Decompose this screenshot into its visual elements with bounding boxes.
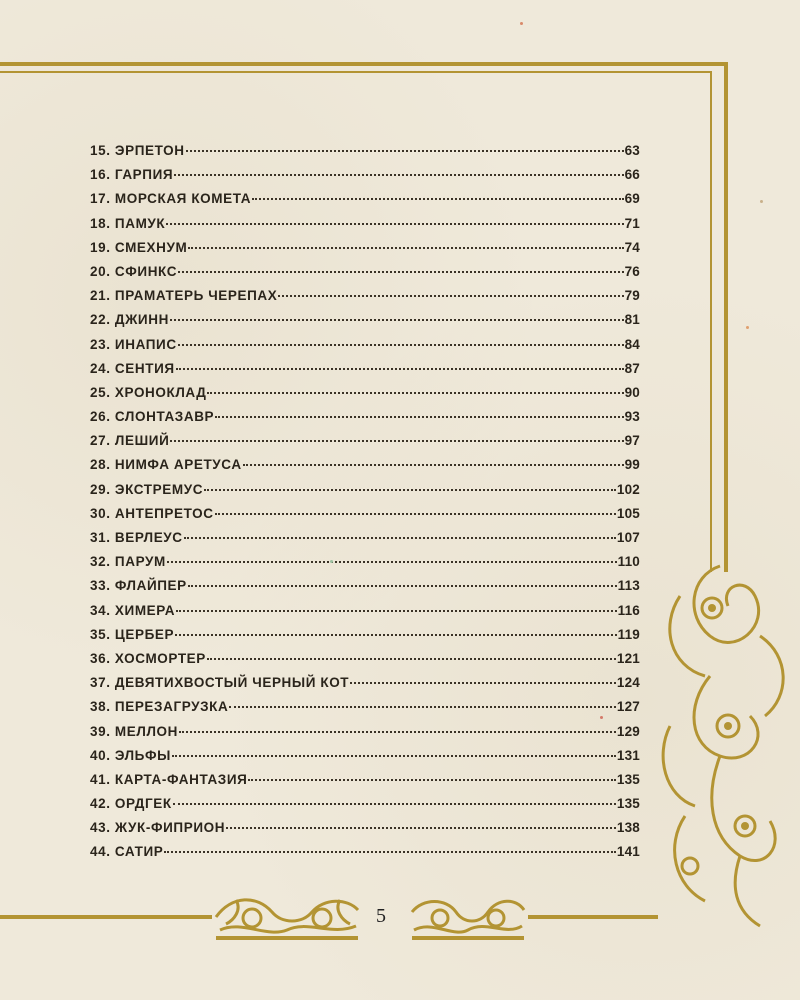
toc-entry-page: 138 — [616, 820, 640, 836]
toc-entry-page: 119 — [617, 626, 640, 642]
toc-leader-dots — [188, 247, 623, 249]
toc-entry-page: 107 — [616, 530, 640, 545]
toc-entry — [90, 409, 640, 433]
toc-entry-page: 66 — [624, 167, 640, 183]
table-of-contents — [90, 143, 640, 869]
toc-leader-dots — [229, 706, 616, 708]
toc-leader-dots — [170, 319, 624, 321]
toc-leader-dots — [252, 198, 624, 200]
paper-fleck — [330, 560, 333, 563]
toc-entry-page: 84 — [624, 336, 640, 352]
toc-entry — [90, 337, 640, 361]
toc-leader-dots — [226, 827, 616, 829]
toc-entry-title: 34. ХИМЕРА — [90, 602, 176, 618]
toc-entry-page: 99 — [624, 457, 640, 473]
frame-bottom-border-left — [0, 915, 212, 919]
toc-entry — [90, 264, 640, 288]
paper-fleck — [520, 22, 523, 25]
toc-entry-page: 93 — [624, 409, 640, 425]
page-number: 5 — [376, 905, 386, 927]
toc-leader-dots — [243, 464, 624, 466]
toc-leader-dots — [178, 344, 624, 346]
toc-entry — [90, 216, 640, 240]
toc-entry-page: 141 — [616, 844, 640, 860]
toc-leader-dots — [172, 755, 616, 757]
toc-entry — [90, 651, 640, 675]
toc-leader-dots — [215, 416, 623, 418]
toc-leader-dots — [184, 537, 616, 539]
toc-entry-title: 44. САТИР — [90, 844, 164, 860]
frame-top-border — [0, 62, 728, 66]
toc-entry-title: 32. ПАРУМ — [90, 554, 166, 570]
toc-entry-title: 17. МОРСКАЯ КОМЕТА — [90, 191, 252, 207]
toc-entry-title: 36. ХОСМОРТЕР — [90, 650, 206, 666]
toc-entry-page: 97 — [624, 433, 640, 449]
toc-leader-dots — [176, 368, 624, 370]
toc-entry-title: 23. ИНАПИС — [90, 336, 177, 352]
toc-entry — [90, 627, 640, 651]
toc-entry — [90, 506, 640, 530]
toc-entry — [90, 530, 640, 554]
paper-fleck — [760, 200, 763, 203]
toc-entry-page: 121 — [616, 650, 640, 666]
toc-leader-dots — [178, 271, 624, 273]
toc-entry-title: 39. МЕЛЛОН — [90, 723, 178, 739]
toc-entry-page: 76 — [624, 263, 640, 279]
toc-entry — [90, 312, 640, 336]
toc-entry — [90, 603, 640, 627]
toc-entry-title: 16. ГАРПИЯ — [90, 167, 174, 183]
toc-entry — [90, 554, 640, 578]
toc-entry-title: 15. ЭРПЕТОН — [90, 143, 185, 158]
toc-entry-title: 38. ПЕРЕЗАГРУЗКА — [90, 699, 229, 715]
toc-entry-title: 29. ЭКСТРЕМУС — [90, 481, 204, 497]
toc-entry-page: 127 — [616, 699, 640, 715]
toc-leader-dots — [188, 585, 617, 587]
bottom-right-ornament — [408, 890, 528, 944]
toc-entry — [90, 748, 640, 772]
toc-leader-dots — [166, 223, 623, 225]
toc-entry-page: 74 — [624, 239, 640, 255]
toc-entry — [90, 240, 640, 264]
toc-leader-dots — [207, 392, 623, 394]
toc-leader-dots — [278, 295, 623, 297]
toc-entry — [90, 167, 640, 191]
toc-entry-page: 102 — [616, 481, 640, 497]
toc-entry-page: 131 — [616, 747, 640, 763]
toc-entry-page: 105 — [616, 505, 640, 521]
toc-entry — [90, 675, 640, 699]
toc-leader-dots — [248, 779, 615, 781]
toc-leader-dots — [207, 658, 616, 660]
toc-entry-title: 31. ВЕРЛЕУС — [90, 530, 183, 545]
toc-entry — [90, 143, 640, 167]
toc-entry — [90, 796, 640, 820]
toc-entry — [90, 457, 640, 481]
toc-entry — [90, 191, 640, 215]
toc-entry-title: 40. ЭЛЬФЫ — [90, 747, 171, 763]
toc-entry-page: 110 — [617, 554, 640, 570]
toc-entry-title: 22. ДЖИНН — [90, 312, 169, 328]
toc-entry — [90, 482, 640, 506]
frame-top-inner-border — [0, 71, 712, 73]
toc-entry — [90, 288, 640, 312]
toc-leader-dots — [215, 513, 616, 515]
toc-entry — [90, 772, 640, 796]
toc-entry — [90, 578, 640, 602]
toc-entry-title: 25. ХРОНОКЛАД — [90, 384, 207, 400]
paper-fleck — [746, 326, 749, 329]
toc-entry-title: 35. ЦЕРБЕР — [90, 626, 175, 642]
toc-entry-page: 79 — [624, 288, 640, 304]
toc-entry-page: 63 — [624, 143, 640, 158]
frame-right-border — [724, 62, 728, 572]
toc-entry-page: 81 — [624, 312, 640, 328]
toc-leader-dots — [174, 174, 623, 176]
toc-entry — [90, 433, 640, 457]
toc-leader-dots — [186, 150, 624, 152]
toc-entry-page: 69 — [624, 191, 640, 207]
toc-entry — [90, 724, 640, 748]
toc-entry-title: 37. ДЕВЯТИХВОСТЫЙ ЧЕРНЫЙ КОТ — [90, 675, 350, 691]
toc-leader-dots — [164, 851, 616, 853]
toc-entry-title: 19. СМЕХНУМ — [90, 239, 188, 255]
toc-entry-page: 124 — [616, 675, 640, 691]
toc-entry-title: 20. СФИНКС — [90, 263, 178, 279]
toc-entry-page: 135 — [616, 796, 640, 812]
toc-entry-title: 33. ФЛАЙПЕР — [90, 578, 187, 594]
toc-entry-title: 28. НИМФА АРЕТУСА — [90, 457, 242, 473]
toc-entry-title: 18. ПАМУК — [90, 215, 166, 231]
toc-entry — [90, 820, 640, 844]
toc-entry — [90, 385, 640, 409]
toc-entry-page: 135 — [616, 771, 640, 787]
toc-leader-dots — [170, 440, 623, 442]
toc-entry-page: 129 — [616, 723, 640, 739]
toc-leader-dots — [350, 682, 616, 684]
toc-entry-title: 21. ПРАМАТЕРЬ ЧЕРЕПАХ — [90, 288, 278, 304]
toc-entry-title: 41. КАРТА-ФАНТАЗИЯ — [90, 771, 248, 787]
toc-entry-title: 27. ЛЕШИЙ — [90, 433, 170, 449]
toc-entry-title: 24. СЕНТИЯ — [90, 360, 175, 376]
toc-leader-dots — [175, 634, 617, 636]
toc-leader-dots — [173, 803, 616, 805]
toc-entry-page: 71 — [624, 215, 640, 231]
toc-entry-page: 113 — [617, 578, 640, 594]
paper-fleck — [600, 716, 603, 719]
toc-leader-dots — [167, 561, 617, 563]
frame-bottom-border-right — [528, 915, 658, 919]
toc-entry-page: 90 — [624, 384, 640, 400]
toc-leader-dots — [176, 610, 617, 612]
corner-flourish-ornament — [650, 556, 800, 936]
toc-entry-title: 30. АНТЕПРЕТОС — [90, 505, 214, 521]
toc-entry-page: 87 — [624, 360, 640, 376]
bottom-left-ornament — [212, 890, 362, 944]
toc-entry — [90, 844, 640, 868]
toc-entry — [90, 361, 640, 385]
toc-leader-dots — [204, 489, 616, 491]
toc-entry-title: 26. СЛОНТАЗАВР — [90, 409, 215, 425]
toc-leader-dots — [179, 731, 616, 733]
frame-right-inner-border — [710, 71, 712, 572]
toc-entry-title: 42. ОРДГЕК — [90, 796, 172, 812]
toc-entry-title: 43. ЖУК-ФИПРИОН — [90, 820, 226, 836]
toc-entry — [90, 699, 640, 723]
toc-entry-page: 116 — [617, 602, 640, 618]
